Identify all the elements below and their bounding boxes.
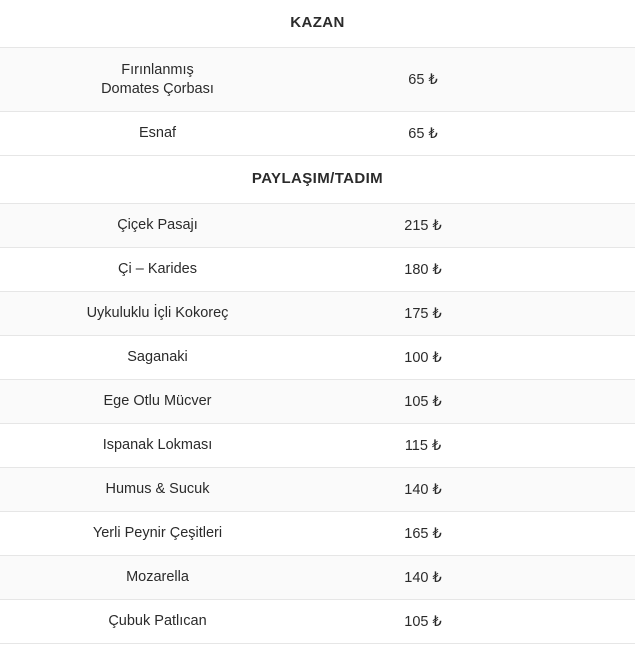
menu-item-price: 140 ₺ xyxy=(404,569,442,586)
menu-item-name: Çi – Karides xyxy=(118,261,197,277)
menu-item-name: Yerli Peynir Çeşitleri xyxy=(92,525,223,541)
menu-item-row xyxy=(0,424,635,468)
menu-item-price: 105 ₺ xyxy=(404,393,442,410)
menu-item-name-line1: Esnaf xyxy=(138,125,177,141)
menu-item-row xyxy=(0,48,635,112)
menu-item-row xyxy=(0,336,635,380)
menu-item-price: 100 ₺ xyxy=(404,349,442,366)
menu-item-row xyxy=(0,292,635,336)
menu-item-name xyxy=(0,114,315,153)
menu-item-price: 65 ₺ xyxy=(408,71,438,88)
menu-item-row xyxy=(0,468,635,512)
menu-item-price: 180 ₺ xyxy=(404,261,442,278)
menu-item-price: 165 ₺ xyxy=(404,525,442,542)
menu-item-name: Humus & Sucuk xyxy=(105,481,210,497)
menu-item-row xyxy=(0,112,635,156)
menu-item-price: 115 ₺ xyxy=(404,437,442,454)
menu-item-name: Ispanak Lokması xyxy=(102,437,213,453)
menu-item-row xyxy=(0,204,635,248)
section-header-paylasim-tadim: PAYLAŞIM/TADIM xyxy=(0,156,635,204)
menu-item-row xyxy=(0,556,635,600)
menu-item-price: 175 ₺ xyxy=(404,305,442,322)
menu-item-price: 65 ₺ xyxy=(408,125,438,142)
menu-item-name xyxy=(0,51,315,109)
menu-item-name: Ege Otlu Mücver xyxy=(103,393,212,409)
menu-item-price: 140 ₺ xyxy=(404,481,442,498)
menu-item-price: 215 ₺ xyxy=(404,217,442,234)
menu-item-row xyxy=(0,600,635,644)
menu-item-name: Çiçek Pasajı xyxy=(117,217,198,233)
menu-item-name: Mozarella xyxy=(126,569,189,585)
menu-item-row xyxy=(0,248,635,292)
menu-item-name: Çubuk Patlıcan xyxy=(108,613,207,629)
section-header-kazan: KAZAN xyxy=(0,0,635,48)
menu-item-name-line2: Domates Çorbası xyxy=(101,80,214,97)
menu-item-price: 105 ₺ xyxy=(404,613,442,630)
menu-item-name-line1: Fırınlanmış xyxy=(121,61,194,78)
menu-item-name: Saganaki xyxy=(127,349,188,365)
menu-item-row xyxy=(0,512,635,556)
menu-item-name: Uykuluklu İçli Kokoreç xyxy=(86,305,229,321)
menu-item-row xyxy=(0,380,635,424)
